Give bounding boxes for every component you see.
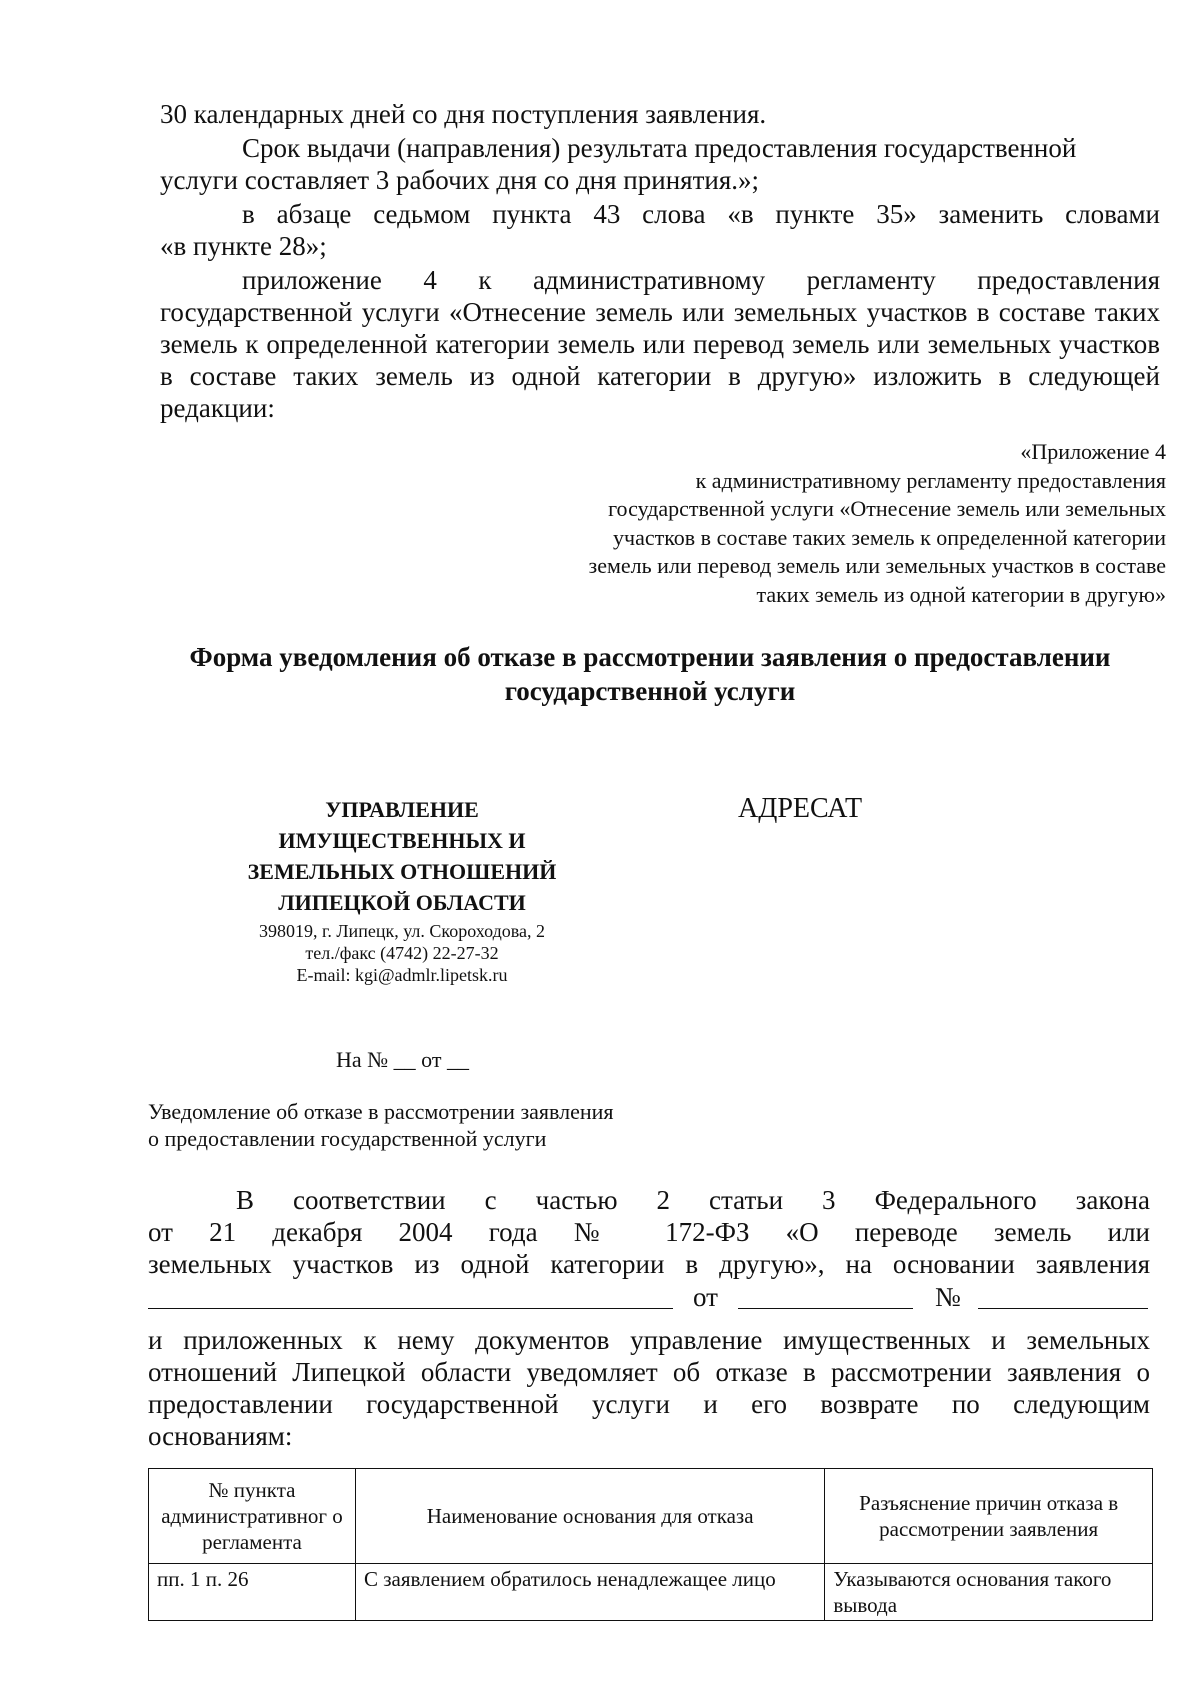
sender-line: ЛИПЕЦКОЙ ОБЛАСТИ <box>278 890 526 915</box>
amendments-block <box>160 98 1160 424</box>
sender-contacts <box>232 920 572 986</box>
amendment-line: государственной услуги «Отнесение земель или земельных участков в составе таких <box>160 297 1160 327</box>
sender-organization <box>232 794 572 918</box>
main-text-line: и приложенных к нему документов управление имущественных и земельных <box>148 1325 1150 1355</box>
date-label: от <box>693 1282 718 1312</box>
application-name-blank <box>148 1308 673 1309</box>
refusal-reasons-table <box>148 1468 1153 1621</box>
reference-line: На № __ от __ <box>336 1047 469 1072</box>
main-text-bottom <box>148 1324 1150 1452</box>
sender-phone: тел./факс (4742) 22-27-32 <box>305 943 499 963</box>
application-details-line <box>148 1282 1148 1316</box>
amendment-line: земель к определенной категории земель или перевод земель или земельных участков <box>160 329 1160 359</box>
application-date-blank <box>738 1308 913 1309</box>
table-row <box>149 1564 1153 1621</box>
amendment-line: «в пункте 28»; <box>160 231 327 261</box>
annex-header-line: государственной услуги «Отнесение земель или земельных <box>608 496 1166 521</box>
annex-header-line: «Приложение 4 <box>1020 439 1166 464</box>
form-title-line: государственной услуги <box>504 676 796 706</box>
form-title <box>140 640 1160 708</box>
main-text-line: земельных участков из одной категории в другую», на основании заявления <box>148 1249 1150 1279</box>
notice-subject-line: о предоставлении государственной услуги <box>148 1126 547 1151</box>
main-text-line: В соответствии с частью 2 статьи 3 Федерального закона <box>236 1185 1150 1215</box>
column-header-reason: Наименование основания для отказа <box>355 1469 824 1564</box>
main-text-line: основаниям: <box>148 1421 293 1451</box>
notice-subject <box>148 1098 614 1152</box>
annex-header <box>526 438 1166 609</box>
recipient: АДРЕСАТ <box>738 793 863 824</box>
column-header-explanation: Разъяснение причин отказа в рассмотрении заявления <box>825 1469 1153 1564</box>
amendment-line: в составе таких земель из одной категории в другую» изложить в следующей <box>160 361 1160 391</box>
amendment-line: редакции: <box>160 393 275 423</box>
cell-reason: С заявлением обратилось ненадлежащее лицо <box>355 1564 824 1621</box>
annex-header-line: к административному регламенту предоставления <box>695 467 1166 493</box>
amendment-line: услуги составляет 3 рабочих дня со дня принятия.»; <box>160 165 759 195</box>
annex-header-line: участков в составе таких земель к определенной категории <box>613 524 1166 550</box>
number-label: № <box>935 1282 961 1312</box>
sender-line: ЗЕМЕЛЬНЫХ ОТНОШЕНИЙ <box>247 859 557 884</box>
sender-address: 398019, г. Липецк, ул. Скороходова, 2 <box>259 921 545 941</box>
main-text-line: предоставлении государственной услуги и его возврате по следующим <box>148 1389 1150 1419</box>
annex-header-line: таких земель из одной категории в другую» <box>756 581 1166 607</box>
amendment-line: 30 календарных дней со дня поступления заявления. <box>160 99 767 129</box>
annex-header-line: земель или перевод земель или земельных участков в составе <box>588 553 1166 578</box>
column-header-clause: № пункта административног о регламента <box>149 1469 356 1564</box>
sender-line: УПРАВЛЕНИЕ <box>325 797 479 822</box>
cell-explanation: Указываются основания такого вывода <box>825 1564 1153 1621</box>
application-number-blank <box>978 1308 1148 1309</box>
form-title-line: Форма уведомления об отказе в рассмотрении заявления о предоставлении <box>189 642 1111 672</box>
cell-clause: пп. 1 п. 26 <box>149 1564 356 1621</box>
main-text-line: отношений Липецкой области уведомляет об отказе в рассмотрении заявления о <box>148 1357 1150 1387</box>
sender-email: E-mail: kgi@admlr.lipetsk.ru <box>296 965 508 985</box>
amendment-line: приложение 4 к административному регламенту предоставления <box>242 265 1160 295</box>
notice-subject-line: Уведомление об отказе в рассмотрении заявления <box>148 1099 614 1124</box>
main-text-line: от 21 декабря 2004 года № 172-ФЗ «О переводе земель или <box>148 1217 1150 1247</box>
table-header-row <box>149 1469 1153 1564</box>
amendment-line: в абзаце седьмом пункта 43 слова «в пункте 35» заменить словами <box>242 199 1160 229</box>
amendment-line: Срок выдачи (направления) результата предоставления государственной <box>242 133 1077 163</box>
main-text-top <box>148 1184 1150 1280</box>
sender-line: ИМУЩЕСТВЕННЫХ И <box>278 828 526 853</box>
